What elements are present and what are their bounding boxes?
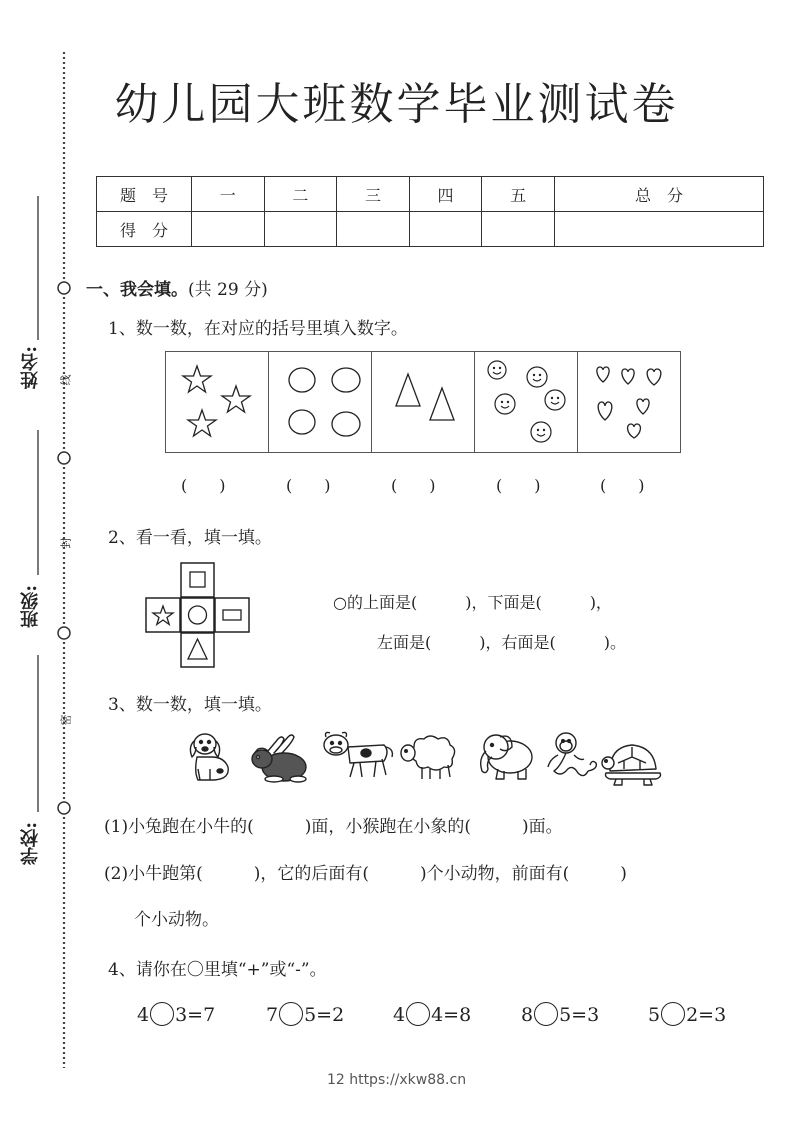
question-3-sub1[interactable]: (1)小兔跑在小牛的( )面，小猴跑在小象的( )面。	[104, 817, 563, 837]
equation-right: 5=2	[304, 1004, 345, 1026]
equation-right: 4=8	[431, 1004, 472, 1026]
score-header-cell: 总 分	[554, 177, 763, 212]
binding-feng: 封	[59, 537, 73, 549]
page-title: 幼儿园大班数学毕业测试卷	[114, 79, 679, 130]
school-label: 学校:	[20, 822, 41, 865]
smileys-box	[475, 352, 578, 452]
score-value-row	[97, 212, 764, 247]
score-cell[interactable]	[337, 212, 410, 247]
position-question-line2[interactable]: 左面是( )，右面是( )。	[377, 633, 626, 652]
smiley-icons	[475, 352, 577, 452]
question-1-text: 1、数一数，在对应的括号里填入数字。	[108, 319, 408, 339]
score-cell[interactable]	[554, 212, 763, 247]
operator-circle-icon[interactable]	[534, 1002, 558, 1026]
equation-left: 8	[521, 1004, 534, 1026]
equation-left: 4	[393, 1004, 406, 1026]
score-header-cell: 三	[337, 177, 410, 212]
equation-item[interactable]	[266, 1002, 344, 1026]
operator-circle-icon[interactable]	[406, 1002, 430, 1026]
equation-item[interactable]	[137, 1002, 215, 1026]
score-header-cell: 二	[264, 177, 337, 212]
class-label: 班级:	[20, 585, 41, 628]
question-2-text: 2、看一看，填一填。	[108, 528, 272, 548]
animal-row	[180, 727, 665, 787]
score-header-cell: 一	[192, 177, 265, 212]
score-table	[96, 176, 764, 247]
answer-blank[interactable]: ( )	[391, 476, 436, 495]
equation-right: 5=3	[559, 1004, 600, 1026]
operator-circle-icon[interactable]	[279, 1002, 303, 1026]
binding-margin	[0, 0, 90, 1122]
monkey-icon	[548, 733, 596, 776]
section-heading	[86, 275, 268, 300]
answer-blank[interactable]: ( )	[600, 476, 645, 495]
star-icons	[166, 352, 268, 452]
elephant-icon	[481, 735, 532, 779]
question-3-text: 3、数一数，填一填。	[108, 695, 272, 715]
question-3-sub2-cont: 个小动物。	[134, 910, 219, 930]
triangle-icons	[372, 352, 474, 452]
operator-circle-icon[interactable]	[150, 1002, 174, 1026]
name-label: 姓名:	[20, 346, 41, 389]
turtle-icon	[602, 745, 661, 785]
score-header-row	[97, 177, 764, 212]
sheep-icon	[401, 736, 455, 779]
answer-blank[interactable]: ( )	[286, 476, 331, 495]
score-cell[interactable]	[192, 212, 265, 247]
hearts-box	[578, 352, 680, 452]
answer-blank[interactable]: ( )	[181, 476, 226, 495]
score-cell[interactable]	[409, 212, 482, 247]
question-3-sub2[interactable]: (2)小牛跑第( )，它的后面有( )个小动物，前面有( )	[104, 864, 627, 884]
heart-icons	[578, 352, 680, 452]
equation-item[interactable]	[393, 1002, 471, 1026]
page-footer: 12 https://xkw88.cn	[326, 1072, 467, 1088]
equation-right: 3=7	[175, 1004, 216, 1026]
answer-blank[interactable]: ( )	[496, 476, 541, 495]
equation-left: 5	[648, 1004, 661, 1026]
section-points: (共 29 分)	[188, 280, 268, 300]
score-header-cell: 五	[482, 177, 555, 212]
equation-left: 7	[266, 1004, 279, 1026]
equation-item[interactable]	[648, 1002, 726, 1026]
score-header-cell: 四	[409, 177, 482, 212]
equation-left: 4	[137, 1004, 150, 1026]
question-4-text: 4、请你在〇里填“+”或“-”。	[108, 960, 327, 980]
position-question-line1[interactable]: ○的上面是( )，下面是( )，	[333, 593, 612, 612]
equation-item[interactable]	[521, 1002, 599, 1026]
section-title: 一、我会填。	[86, 280, 188, 300]
score-header-cell: 题 号	[97, 177, 192, 212]
operator-circle-icon[interactable]	[661, 1002, 685, 1026]
counting-boxes	[165, 351, 681, 453]
cross-grid-diagram	[143, 562, 263, 672]
rabbit-icon	[252, 735, 306, 782]
equation-right: 2=3	[686, 1004, 727, 1026]
score-row-label: 得 分	[97, 212, 192, 247]
binding-xian: 线	[59, 374, 73, 386]
binding-mi: 密	[59, 714, 73, 726]
score-cell[interactable]	[264, 212, 337, 247]
dog-icon	[190, 734, 228, 780]
triangles-box	[372, 352, 475, 452]
cow-icon	[324, 733, 392, 778]
score-cell[interactable]	[482, 212, 555, 247]
ovals-box	[269, 352, 372, 452]
oval-icons	[269, 352, 371, 452]
stars-box	[166, 352, 269, 452]
